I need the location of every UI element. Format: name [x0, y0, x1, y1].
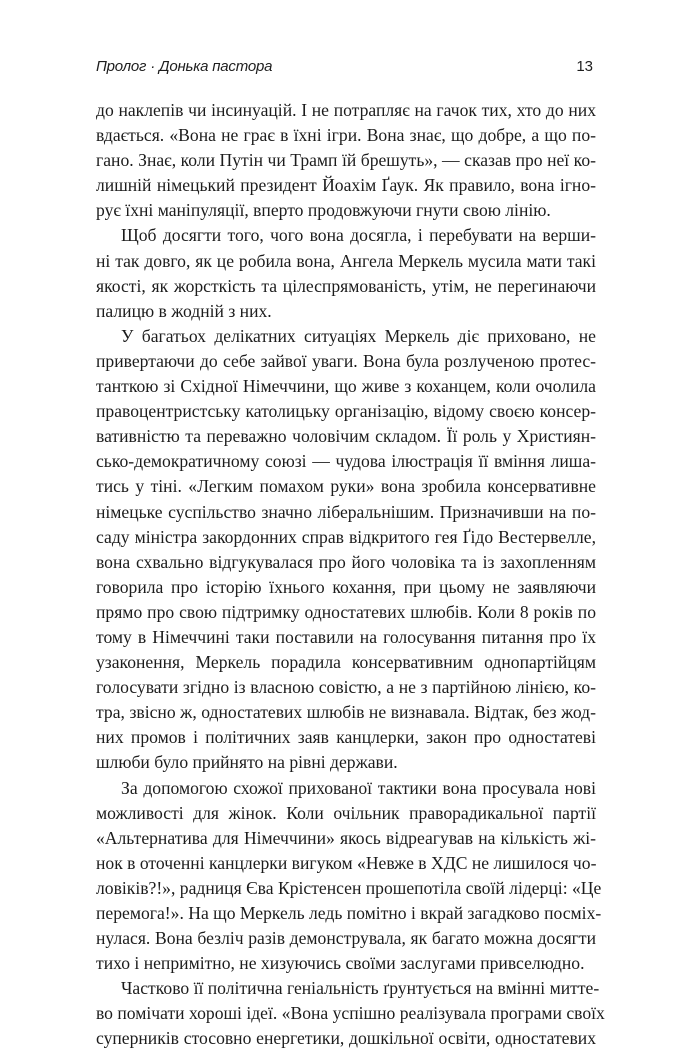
text-line: вативністю та переважно чоловічим складом. Її роль у Християн- — [96, 426, 596, 447]
text-line: шлюби було прийнято на рівні держави. — [96, 752, 398, 773]
text-line: тому в Німеччині таки поставили на голосування питання про їх — [96, 626, 596, 647]
text-line: танткою зі Східної Німеччини, що живе з коханцем, коли очолила — [96, 376, 596, 397]
paragraph — [96, 98, 596, 223]
text-line: во помічати хороші ідеї. «Вона успішно реалізувала програми своїх — [96, 1003, 605, 1024]
text-line: перемога!». На що Меркель ледь помітно і вкрай загадково посміх- — [96, 903, 602, 923]
text-line: ні так довго, як це робила вона, Ангела Меркель мусила мати такі — [96, 250, 596, 271]
text-line: говорила про історію їхнього кохання, при цьому не заявляючи — [96, 576, 596, 597]
text-line: прямо про свою підтримку одностатевих шлюбів. Коли 8 років по — [96, 601, 596, 622]
text-line: лишній німецький президент Йоахім Ґаук. Як правило, вона ігно- — [96, 175, 596, 196]
body-text — [96, 98, 605, 1052]
text-line: сько-демократичному союзі — чудова ілюстрація її вміння лиша- — [96, 451, 596, 472]
text-line: голосувати згідно із власною совістю, а не з партійною лінією, ко- — [96, 677, 596, 698]
paragraph — [96, 976, 605, 1051]
text-line: ловіків?!», радниця Єва Крістенсен прошепотіла своїй лідерці: «Це — [96, 877, 602, 898]
text-line: Щоб досягти того, чого вона досягла, і перебувати на верши- — [121, 225, 596, 246]
text-line: рує їхні маніпуляції, вперто продовжуючи гнути свою лінію. — [96, 200, 551, 221]
text-line: вона схвально відгукувалася про його чоловіка та із захопленням — [96, 551, 596, 572]
text-line: привертаючи до себе зайвої уваги. Вона була розлученою протес- — [96, 350, 596, 371]
text-line: тись у тіні. «Легким помахом руки» вона зробила консервативне — [96, 476, 596, 497]
text-line: тра, звісно ж, одностатевих шлюбів не визнавала. Відтак, без жод- — [96, 702, 596, 723]
running-head-title: Пролог · Донька пастора — [96, 58, 273, 75]
text-line: Частково її політична геніальність ґрунтується на вмінні митте- — [121, 978, 600, 999]
text-line: палицю в жодній з них. — [96, 300, 272, 321]
paragraph — [96, 223, 596, 323]
text-line: За допомогою схожої прихованої тактики вона просувала нові — [121, 777, 596, 798]
text-line: якості, як жорсткість та цілеспрямованість, утім, не перегинаючи — [96, 275, 596, 296]
text-line: «Альтернатива для Німеччини» якось відреагував на кількість жі- — [96, 827, 596, 848]
text-line: до наклепів чи інсинуацій. І не потрапляє на гачок тих, хто до них — [96, 100, 596, 120]
text-line: вдається. «Вона не грає в їхні ігри. Вона знає, що добре, а що по- — [96, 125, 596, 146]
text-line: суперників стосовно енергетики, дошкільної освіти, одностатевих — [96, 1028, 596, 1049]
text-line: гано. Знає, коли Путін чи Трамп їй брешуть», — сказав про неї ко- — [96, 150, 596, 171]
text-line: можливості для жінок. Коли очільник праворадикальної партії — [96, 802, 596, 823]
text-line: нулася. Вона безліч разів демонструвала, як багато можна досягти — [96, 928, 596, 949]
paragraph — [96, 324, 596, 776]
text-line: правоцентристську католицьку організацію, відому своєю консер- — [96, 401, 596, 422]
text-line: саду міністра закордонних справ відкритого гея Ґідо Вестервелле, — [96, 526, 596, 547]
text-line: узаконення, Меркель порадила консервативним однопартійцям — [96, 652, 596, 673]
text-line: них промов і політичних заяв канцлерки, закон про одностатеві — [96, 727, 596, 748]
page-number: 13 — [576, 58, 593, 75]
text-line: нок в оточенні канцлерки вигуком «Невже в ХДС не лишилося чо- — [96, 852, 597, 873]
text-line: німецьке суспільство значно ліберальнішим. Призначивши на по- — [96, 501, 596, 522]
text-line: У багатьох делікатних ситуаціях Меркель діє приховано, не — [121, 325, 596, 346]
text-line: тихо і непримітно, не хизуючись своїми заслугами привселюдно. — [96, 953, 585, 974]
paragraph — [96, 776, 602, 977]
